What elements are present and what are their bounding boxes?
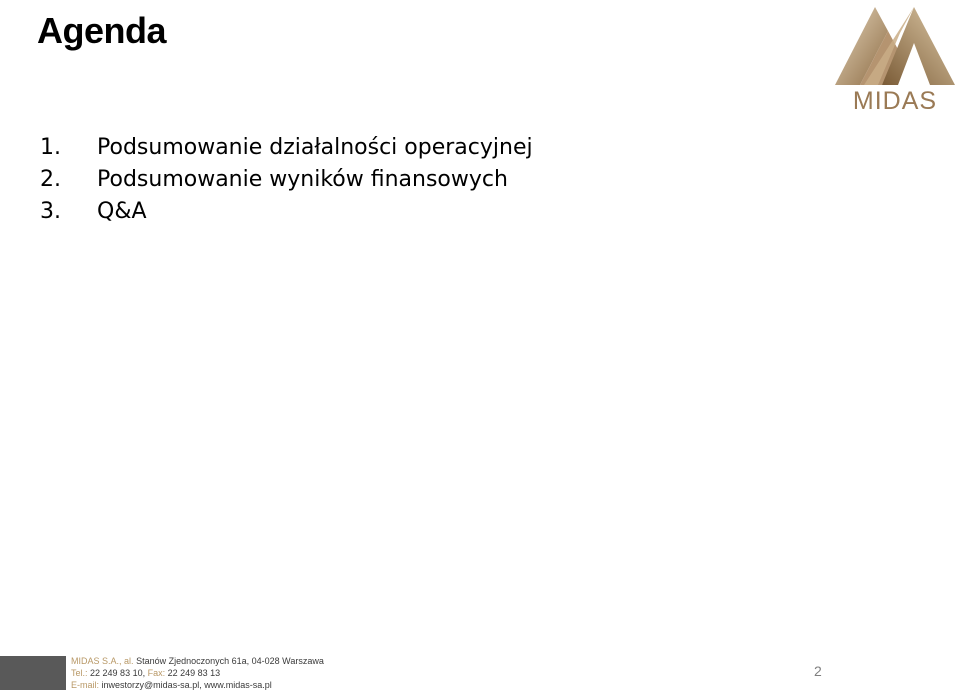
agenda-item (40, 132, 533, 164)
midas-logo-mark-icon (830, 3, 960, 115)
logo-text: MIDAS (852, 87, 938, 115)
agenda-item-number: 2. (40, 167, 61, 192)
address-label: al. (124, 656, 134, 666)
footer-email-line (71, 679, 324, 691)
agenda-item (40, 164, 533, 196)
tel-label: Tel.: (71, 668, 88, 678)
midas-logo (830, 3, 960, 115)
footer-address-line: MIDAS S.A., al. Stanów Zjednoczonych 61a, 04-028 Warszawa (71, 656, 324, 666)
agenda-item (40, 196, 533, 228)
agenda-list (40, 132, 533, 228)
agenda-item-number: 1. (40, 135, 61, 160)
footer-contact (71, 655, 324, 691)
agenda-item-text: Podsumowanie wyników finansowych (97, 167, 508, 192)
page-number: 2 (814, 663, 822, 679)
fax-label: Fax: (147, 668, 166, 678)
agenda-item-number: 3. (40, 199, 61, 224)
company-name: MIDAS S.A. (71, 656, 120, 666)
email-label: E-mail: (71, 680, 100, 690)
address: Stanów Zjednoczonych 61a, 04-028 Warszawa (136, 656, 324, 666)
fax-number: 22 249 83 13 (167, 668, 221, 678)
footer-phone-line: Tel.: 22 249 83 10, Fax: 22 249 83 13 (71, 668, 221, 678)
tel-number: 22 249 83 10 (90, 668, 143, 678)
agenda-item-text: Q&A (97, 199, 147, 224)
footer-bar (0, 656, 66, 690)
agenda-item-text: Podsumowanie działalności operacyjnej (97, 135, 533, 160)
email-website[interactable]: inwestorzy@midas-sa.pl, www.midas-sa.pl (101, 680, 272, 690)
slide-title: Agenda (37, 10, 167, 51)
